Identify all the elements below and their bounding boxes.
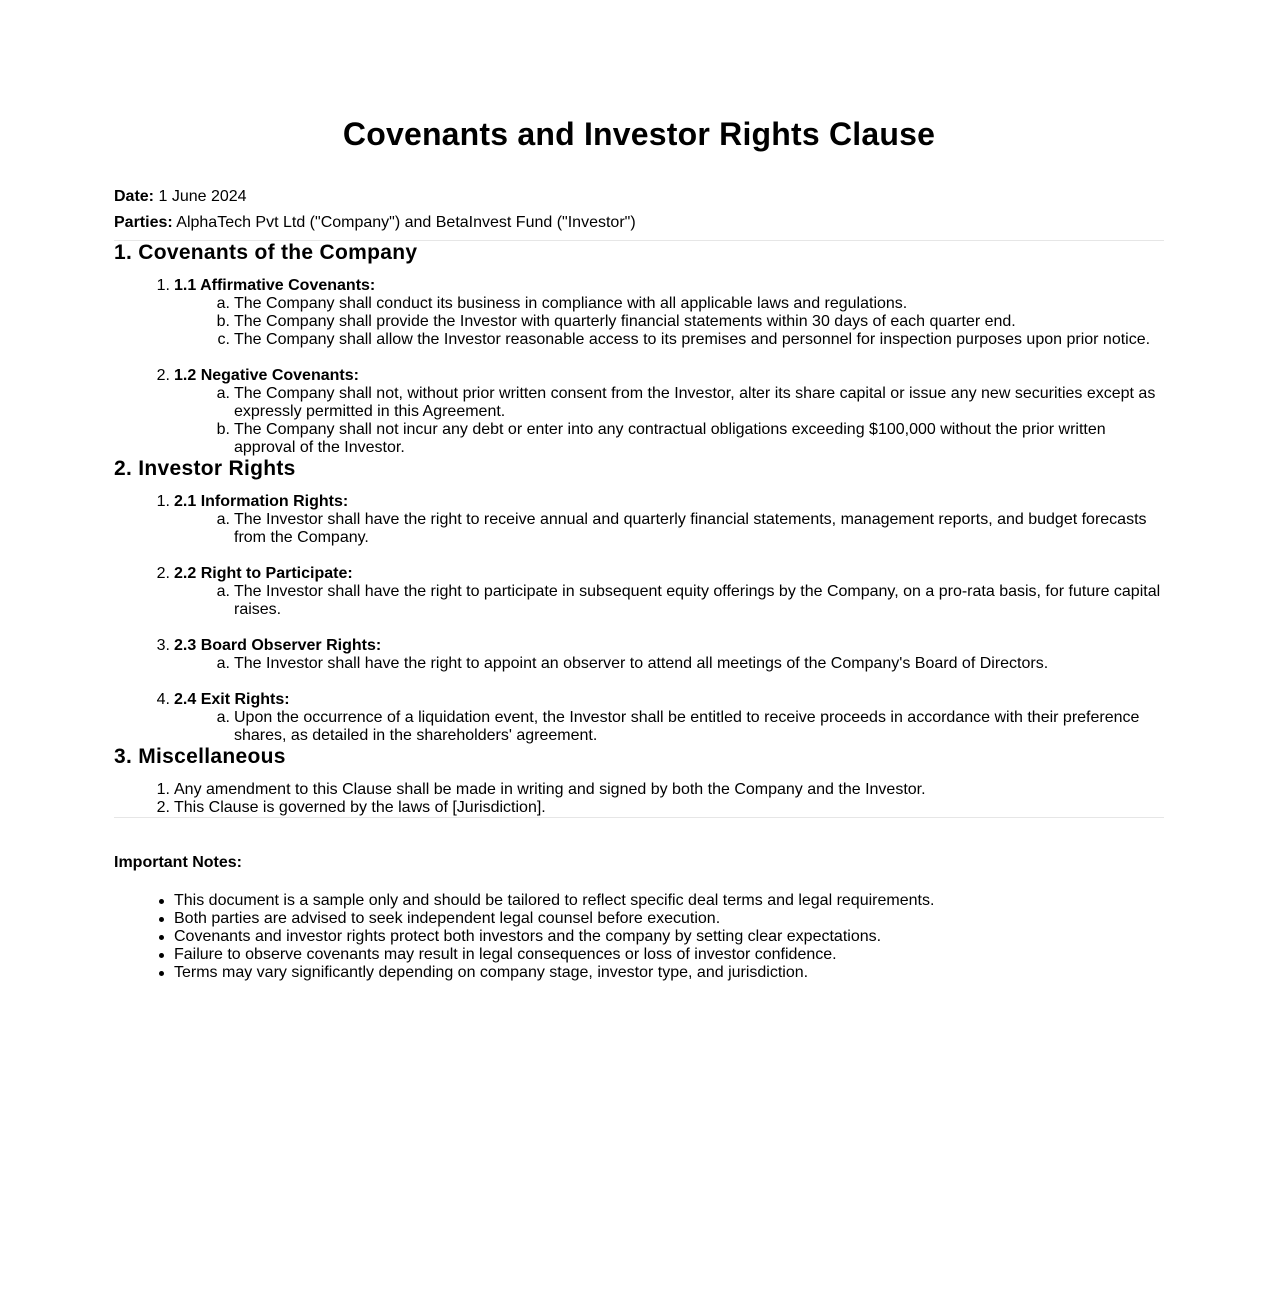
subsection-title: 2.1 Information Rights: — [174, 493, 349, 510]
bullet-icon — [159, 935, 164, 940]
list-item — [156, 781, 1164, 799]
item-number: 3. — [156, 637, 170, 654]
clause-text: Upon the occurrence of a liquidation event, the Investor shall be entitled to receive proceeds in accordance with their preference shares, as detailed in the shareholders' agreement. — [234, 709, 1140, 744]
sub-list-item — [217, 331, 1164, 349]
date-line — [114, 188, 1164, 214]
sub-list-item — [216, 421, 1164, 457]
list-item — [156, 565, 1164, 619]
document-page — [114, 0, 1164, 982]
document-meta — [114, 188, 1164, 240]
list-item — [156, 493, 1164, 547]
note-text: Covenants and investor rights protect both investors and the company by setting clear expectations. — [174, 928, 882, 945]
parties-line — [114, 214, 1164, 240]
clause-text: The Company shall not, without prior written consent from the Investor, alter its share capital or issue any new securities except as expressly permitted in this Agreement. — [234, 385, 1156, 420]
clause-text: This Clause is governed by the laws of [Jurisdiction]. — [174, 799, 546, 816]
item-letter: b. — [216, 313, 230, 330]
clause-text: The Investor shall have the right to appoint an observer to attend all meetings of the Company's Board of Directors. — [234, 655, 1049, 672]
note-item — [174, 928, 1164, 946]
item-number: 2. — [156, 367, 170, 384]
bullet-icon — [159, 899, 164, 904]
clause-text: The Investor shall have the right to receive annual and quarterly financial statements, management reports, and budget forecasts from the Company. — [234, 511, 1147, 546]
sub-list-item — [216, 313, 1164, 331]
clause-text: Any amendment to this Clause shall be made in writing and signed by both the Company and the Investor. — [174, 781, 926, 798]
subsection-title: 2.4 Exit Rights: — [174, 691, 290, 708]
section-title: 3. Miscellaneous — [114, 745, 286, 768]
bullet-icon — [159, 971, 164, 976]
clause-text: The Company shall provide the Investor with quarterly financial statements within 30 days of each quarter end. — [234, 313, 1016, 330]
note-text: Both parties are advised to seek independent legal counsel before execution. — [174, 910, 721, 927]
list-item — [156, 367, 1164, 457]
sub-list-item — [216, 583, 1164, 619]
sub-list — [174, 511, 1164, 547]
item-number: 2. — [156, 565, 170, 582]
sub-list-item — [216, 709, 1164, 745]
list-item — [156, 691, 1164, 745]
note-text: Terms may vary significantly depending on company stage, investor type, and jurisdiction. — [174, 964, 809, 981]
sub-list-item — [216, 385, 1164, 421]
item-letter: a. — [216, 295, 230, 312]
date-value: 1 June 2024 — [158, 188, 247, 205]
note-text: Failure to observe covenants may result in legal consequences or loss of investor confidence. — [174, 946, 837, 963]
bullet-icon — [159, 953, 164, 958]
sub-list — [174, 709, 1164, 745]
parties-value: AlphaTech Pvt Ltd ("Company") and BetaInvest Fund ("Investor") — [176, 214, 636, 231]
section-list — [114, 781, 1164, 817]
list-item — [156, 799, 1164, 817]
list-item — [156, 277, 1164, 349]
item-letter: a. — [216, 655, 230, 672]
sub-list — [174, 655, 1164, 673]
date-label: Date: — [114, 188, 155, 205]
section-list — [114, 493, 1164, 745]
sub-list — [174, 385, 1164, 457]
item-number: 1. — [156, 277, 170, 294]
subsection-title: 2.2 Right to Participate: — [174, 565, 353, 582]
item-number: 4. — [156, 691, 170, 708]
item-number: 2. — [156, 799, 170, 816]
item-number: 1. — [156, 781, 170, 798]
item-letter: a. — [216, 385, 230, 402]
section-list — [114, 277, 1164, 457]
divider — [114, 817, 1164, 818]
clause-text: The Company shall not incur any debt or enter into any contractual obligations exceeding $100,000 without the prior written approval of the Investor. — [234, 421, 1106, 456]
sub-list — [174, 295, 1164, 349]
subsection-title: 2.3 Board Observer Rights: — [174, 637, 382, 654]
item-letter: a. — [216, 511, 230, 528]
note-item — [174, 964, 1164, 982]
note-text: This document is a sample only and should be tailored to reflect specific deal terms and legal requirements. — [174, 892, 935, 909]
subsection-title: 1.1 Affirmative Covenants: — [174, 277, 376, 294]
sub-list-item — [216, 295, 1164, 313]
note-item — [174, 892, 1164, 910]
clause-text: The Company shall allow the Investor reasonable access to its premises and personnel for inspection purposes upon prior notice. — [234, 331, 1151, 348]
clause-text: The Investor shall have the right to participate in subsequent equity offerings by the Company, on a pro-rata basis, for future capital raises. — [234, 583, 1161, 618]
item-letter: a. — [216, 583, 230, 600]
sub-list — [174, 583, 1164, 619]
document-title: Covenants and Investor Rights Clause — [342, 116, 936, 152]
notes-title: Important Notes: — [114, 854, 242, 871]
sub-list-item — [216, 511, 1164, 547]
item-letter: a. — [216, 709, 230, 726]
parties-label: Parties: — [114, 214, 173, 231]
clause-text: The Company shall conduct its business in compliance with all applicable laws and regulations. — [234, 295, 908, 312]
notes-list — [114, 892, 1164, 982]
bullet-icon — [159, 917, 164, 922]
item-letter: b. — [216, 421, 230, 438]
item-number: 1. — [156, 493, 170, 510]
item-letter: c. — [217, 331, 230, 348]
list-item — [156, 637, 1164, 673]
section-title: 2. Investor Rights — [114, 457, 296, 480]
note-item — [174, 946, 1164, 964]
sub-list-item — [216, 655, 1164, 673]
section-title: 1. Covenants of the Company — [114, 241, 418, 264]
note-item — [174, 910, 1164, 928]
subsection-title: 1.2 Negative Covenants: — [174, 367, 359, 384]
